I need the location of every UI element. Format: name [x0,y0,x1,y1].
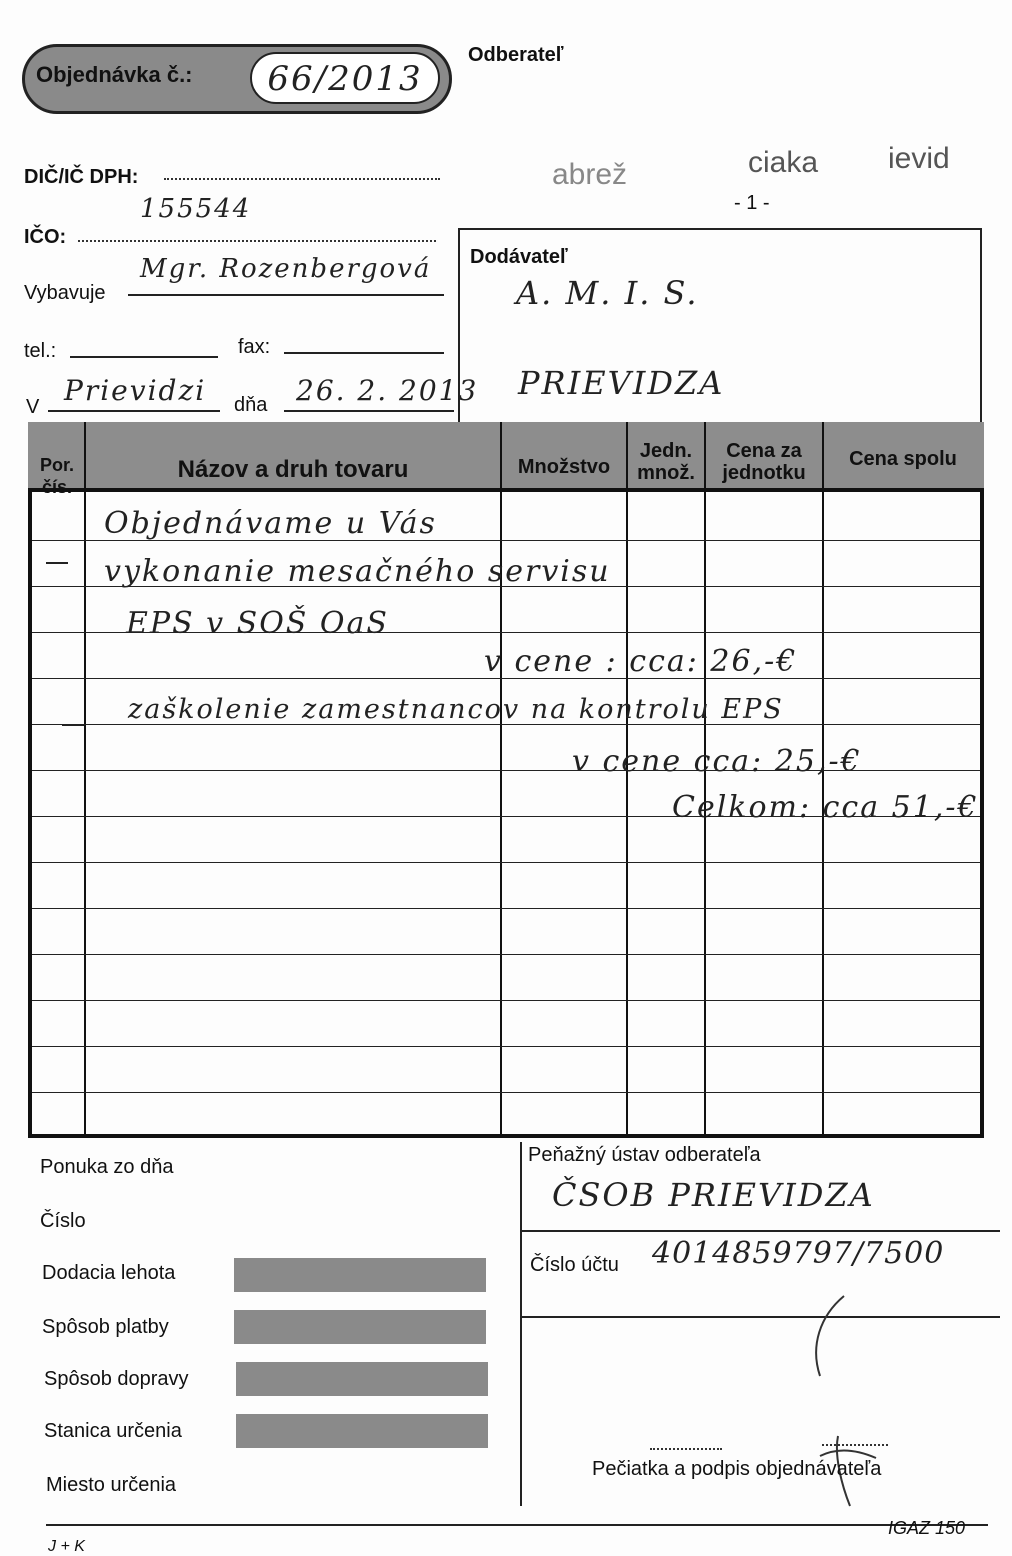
destination-label: Miesto určenia [46,1474,177,1496]
date-line [284,410,454,412]
supplier-city: PRIEVIDZA [518,364,725,402]
item-line: Celkom: cca 51,-€ [672,790,979,825]
col-header-no: Por. čís. [39,455,74,497]
row-divider [32,1092,980,1093]
col-header-unit-price: Cena za jednotku [722,440,806,484]
dash-mark [46,562,68,564]
stamp-signature-label: Pečiatka a podpis objednávateľa [592,1458,882,1480]
dic-label: DIČ/IČ DPH: [24,166,139,188]
item-line: EPS v SOŠ OaS [126,606,389,641]
payment-field [234,1310,486,1344]
bottom-rule [46,1524,988,1526]
issued-by-line [128,294,444,296]
signature-dots [650,1448,722,1450]
row-divider [32,1046,980,1047]
account-value: 4014859797/7500 [652,1236,945,1271]
date-value: 26. 2. 2013 [296,374,479,407]
account-underline [520,1316,1000,1318]
item-line: v cene cca: 25,-€ [572,744,862,779]
date-label: dňa [234,394,268,416]
customer-label: Odberateľ [468,44,564,66]
order-number: 66/2013 [250,52,440,104]
col-divider [84,422,86,1134]
offer-date-label: Ponuka zo dňa [40,1156,174,1178]
station-label: Stanica určenia [44,1420,182,1442]
customer-stamp-line3: ievid [888,142,950,175]
row-divider [32,908,980,909]
supplier-name: A. M. I. S. [516,274,699,312]
item-line: Objednávame u Vás [104,506,437,541]
order-label: Objednávka č.: [36,62,193,87]
page-number: - 1 - [734,192,770,214]
col-header-total: Cena spolu [849,448,957,470]
bank-label: Peňažný ústav odberateľa [528,1144,761,1166]
row-divider [32,954,980,955]
item-line: zaškolenie zamestnancov na kontrolu EPS [128,694,784,725]
place-line [48,410,220,412]
tel-label: tel.: [24,340,57,362]
row-divider [32,1000,980,1001]
number-label: Číslo [40,1210,86,1232]
issued-by-label: Vybavuje [24,282,106,304]
issued-by-value: Mgr. Rozenbergová [140,254,432,284]
place-label: V [26,396,40,418]
tel-line [70,356,218,358]
bank-underline [520,1230,1000,1232]
station-field [236,1414,488,1448]
fax-label: fax: [238,336,271,358]
customer-stamp-line1: abrež [552,158,628,191]
printer-mark: J + K [48,1538,85,1555]
ico-label: IČO: [24,226,67,248]
col-header-name: Názov a druh tovaru [177,456,409,483]
item-line: v cene : cca: 26,-€ [484,644,798,679]
transport-field [236,1362,488,1396]
place-value: Prievidzi [64,374,207,407]
form-code: IGAZ 150 [888,1518,966,1538]
bank-value: ČSOB PRIEVIDZA [552,1176,875,1214]
col-header-qty: Množstvo [517,456,611,478]
transport-label: Spôsob dopravy [44,1368,189,1390]
row-divider [32,862,980,863]
dash-mark [62,724,84,726]
col-header-unit: Jedn. množ. [637,440,695,484]
footer-divider [520,1142,522,1506]
col-divider [500,422,502,1134]
item-line: vykonanie mesačného servisu [104,554,611,589]
customer-stamp-line2: ciaka [748,146,819,179]
account-label: Číslo účtu [530,1254,619,1276]
payment-label: Spôsob platby [42,1316,169,1338]
delivery-field [234,1258,486,1292]
dic-line [164,178,440,180]
ico-value: 155544 [140,194,252,224]
signature-scribble [780,1286,890,1516]
supplier-label: Dodávateľ [470,246,568,268]
fax-line [284,352,444,354]
delivery-label: Dodacia lehota [42,1262,176,1284]
ico-line [78,240,436,242]
